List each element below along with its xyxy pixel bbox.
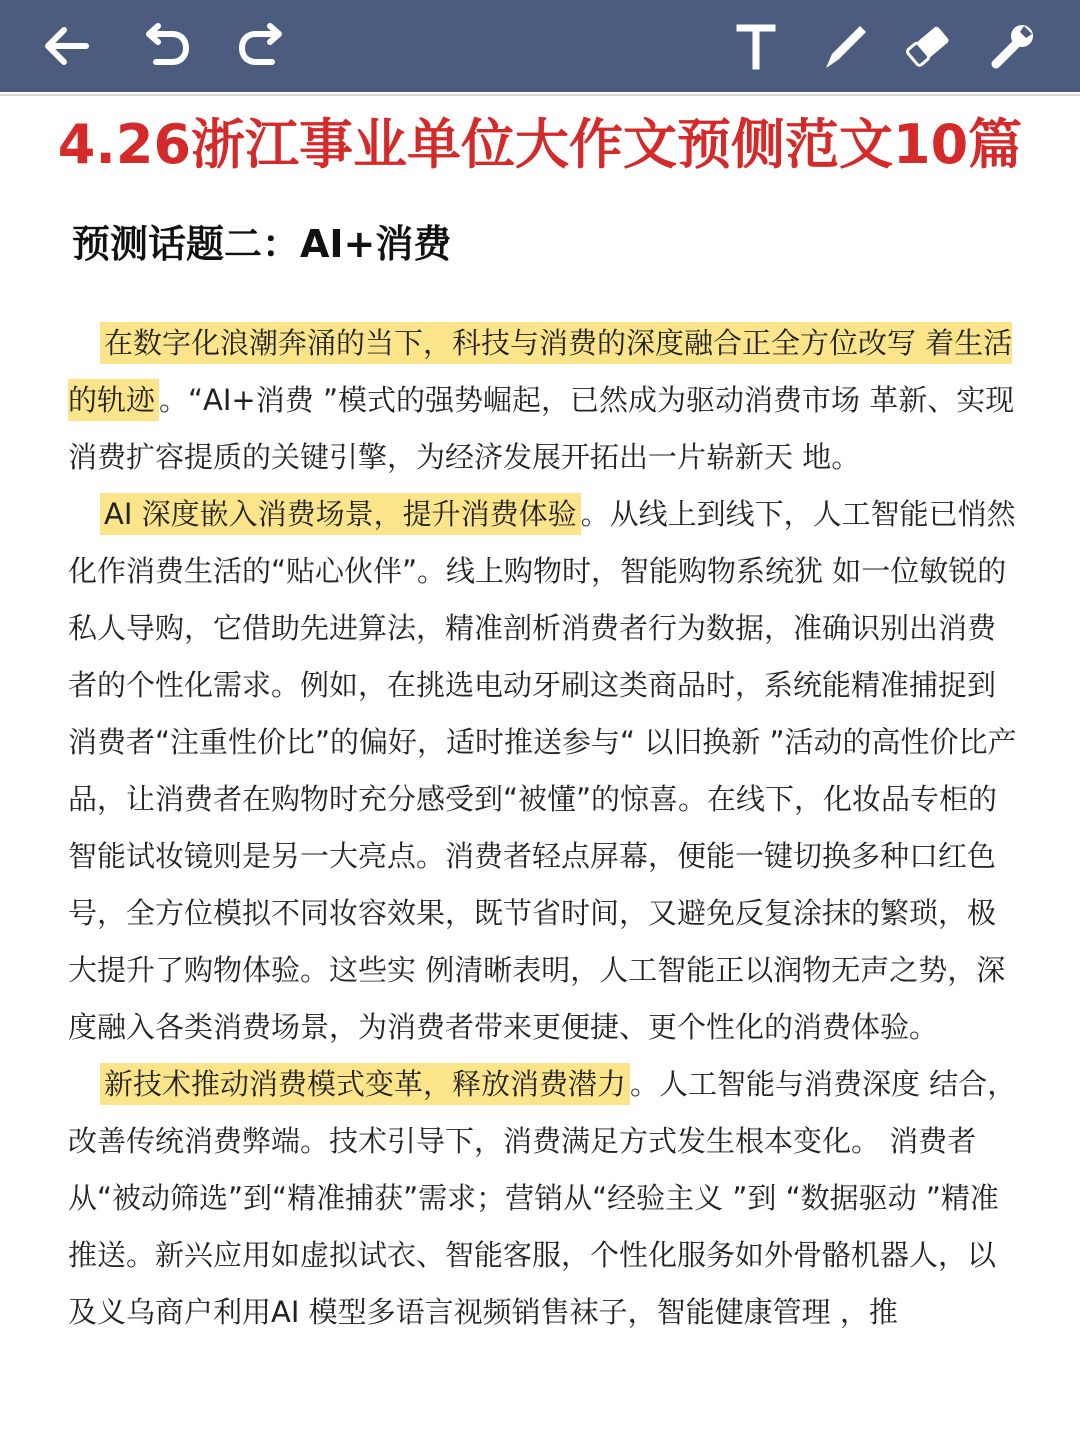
highlighted-text: 新技术推动消费模式变革，释放消费潜力 [100,1063,630,1105]
paragraph-2 [68,486,1018,1056]
text-tool-icon[interactable] [726,16,786,76]
redo-icon[interactable] [232,16,292,76]
article-body [68,315,1018,1341]
highlighted-text: 在数字化浪潮奔涌的当下，科技与消费的深度融合正全方位改写 着生活的轨迹 [68,322,1012,421]
paragraph-1 [68,315,1018,486]
section-title: 预测话题二：AI+消费 [72,222,452,266]
document-title: 4.26浙江事业单位大作文预侧范文10篇 [57,113,1023,176]
paragraph-3 [68,1056,1018,1341]
paragraph-text: 。从线上到线下，人工智能已悄然化作消费生活的“贴心伙伴”。线上购物时，智能购物系统犹 如一位敏锐的私人导购，它借助先进算法，精准剖析消费者行为数据，准确识别出消费者的个性化需求。例如，在挑选电动牙刷这类商品时，系统能精准捕捉到消费者“注重性价比”的偏好，适时推送参与“ 以旧换新 ”活动的高性价比产品，让消费者在购物时充分感受到“被懂”的惊喜。在线下，化妆品专柜的智能试妆镜则是另一大亮点。消费者轻点屏幕，便能一键切换多种口红色号，全方位模拟不同妆容效果，既节省时间，又避免反复涂抹的繁琐，极大提升了购物体验。这些实 例清晰表明，人工智能正以润物无声之势，深度融入各类消费场景，为消费者带来更便捷、更个性化的消费体验。 [68,497,1017,1044]
highlighted-text: AI 深度嵌入消费场景，提升消费体验 [100,493,581,535]
paragraph-text: 。“AI+消费 ”模式的强势崛起，已然成为驱动消费市场 革新、实现消费扩容提质的关键引擎，为经济发展开拓出一片崭新天 地。 [68,383,1015,474]
paragraph-text: 。人工智能与消费深度 结合，改善传统消费弊端。技术引导下，消费满足方式发生根本变化。 消费者从“被动筛选”到“精准捕获”需求；营销从“经验主义 ”到 “数据驱动 ”精准推送。新兴应用如虚拟试衣、智能客服，个性化服务如外骨骼机器人，以及义乌商户利用AI 模型多语言视频销售袜子，智能健康管理 ，推 [68,1067,1017,1329]
undo-icon[interactable] [136,16,196,76]
document-page [0,94,1080,1440]
back-arrow-icon[interactable] [36,16,96,76]
eraser-tool-icon[interactable] [898,16,958,76]
top-toolbar [0,0,1080,92]
pen-tool-icon[interactable] [814,16,874,76]
settings-wrench-icon[interactable] [982,16,1042,76]
